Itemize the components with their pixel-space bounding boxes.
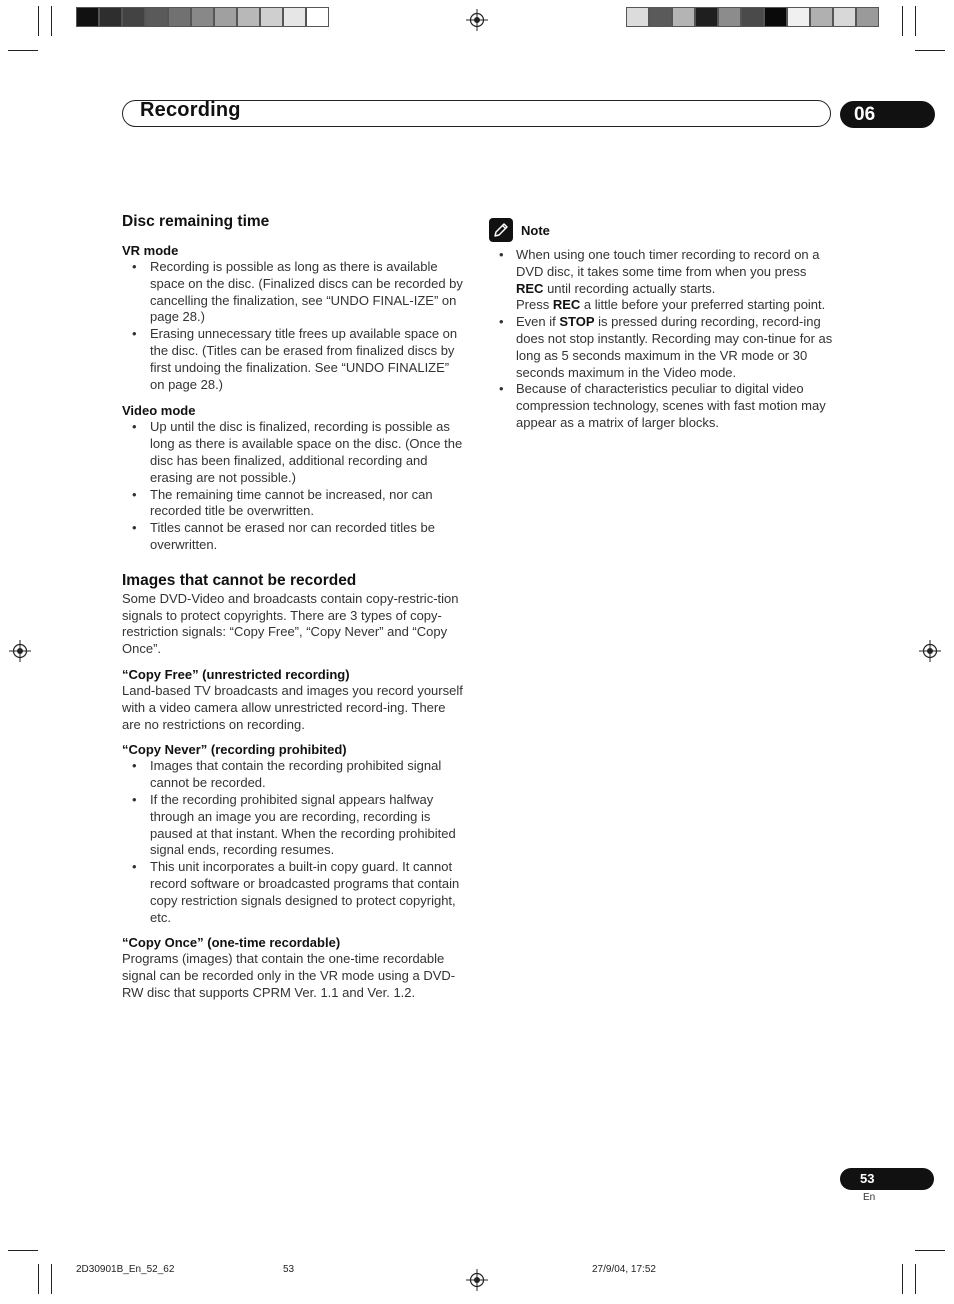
list-item: • If the recording prohibited signal appears halfway through an image you are recording, recording is paused at that instant. When the recording prohibited signal ends, recording resumes. [122,792,467,859]
color-swatch [672,7,695,27]
color-swatch [787,7,810,27]
color-swatch [833,7,856,27]
subsection-title-copy-free: “Copy Free” (unrestricted recording) [122,666,350,682]
color-swatch [214,7,237,27]
color-swatch [99,7,122,27]
color-swatch [76,7,99,27]
registration-mark-icon [466,9,488,31]
color-swatch [168,7,191,27]
page-title: Recording [140,99,241,121]
rec-button-label: REC [516,280,544,296]
list-item: • Recording is possible as long as there is available space on the disc. (Finalized discs can be recorded by cancelling the finalization, see “UNDO FINAL-IZE” on page 28.) [122,259,467,326]
note-label: Note [521,222,550,238]
list-item: • Images that contain the recording prohibited signal cannot be recorded. [122,758,467,792]
stop-button-label: STOP [559,314,595,330]
color-swatch [283,7,306,27]
color-swatch [856,7,879,27]
note-header [489,218,834,242]
color-swatch [191,7,214,27]
list-item: • This unit incorporates a built-in copy guard. It cannot record software or broadcasted programs that contain copy restriction signals designed to protect copyright, etc. [122,859,467,926]
section-title-disc-remaining-time: Disc remaining time [122,213,270,230]
color-swatch [626,7,649,27]
language-label: En [863,1192,876,1203]
color-swatch [122,7,145,27]
copy-once-paragraph: Programs (images) that contain the one-time recordable signal can be recorded only in the VR mode using a DVD-RW disc that supports CPRM Ver. 1.1 and Ver. 1.2. [122,951,456,1000]
list-item: • When using one touch timer recording to record on a DVD disc, it takes some time from when you press REC until recording actually starts. Press REC a little before your preferred starting point. [489,247,834,314]
color-swatch [695,7,718,27]
color-swatch [145,7,168,27]
registration-mark-icon [466,1269,488,1291]
print-date: 27/9/04, 17:52 [592,1264,656,1275]
color-swatch [718,7,741,27]
list-item: • Titles cannot be erased nor can recorded titles be overwritten. [122,520,467,554]
copy-never-list [122,758,467,926]
list-item: • Because of characteristics peculiar to digital video compression technology, scenes with fast motion may appear as a matrix of larger blocks. [489,381,834,431]
note-box [489,218,834,432]
color-swatch [810,7,833,27]
vr-mode-list [122,259,467,393]
images-intro-paragraph: Some DVD-Video and broadcasts contain copy-restric-tion signals to protect copyrights. There are 3 types of copy-restriction signals: “Copy Free”, “Copy Never” and “Copy Once”. [122,590,459,657]
color-swatch [764,7,787,27]
chapter-badge: 06 [840,101,935,128]
print-page-number: 53 [283,1264,295,1275]
registration-mark-icon [919,640,941,662]
list-item: • The remaining time cannot be increased, nor can recorded title be overwritten. [122,487,467,521]
video-mode-list [122,419,467,553]
list-item: • Erasing unnecessary title frees up available space on the disc. (Titles can be erased from finalized discs by first undoing the finalization. See “UNDO FINALIZE” on page 28.) [122,326,467,393]
page-number-badge: 53 [840,1168,934,1190]
pencil-icon [489,218,513,242]
left-column [122,212,467,1002]
subsection-title-video-mode: Video mode [122,403,196,419]
color-swatch [237,7,260,27]
rec-button-label: REC [552,297,581,313]
note-list [489,247,834,432]
section-title-images-not-recordable: Images that cannot be recorded [122,571,357,589]
file-code: 2D30901B_En_52_62 [76,1264,175,1275]
list-item: • Even if STOP is pressed during recording, record-ing does not stop instantly. Recording may con-tinue for as long as 5 seconds maximum in the VR mode or 30 seconds maximum in the Video mode. [489,314,834,381]
list-item: • Up until the disc is finalized, recording is possible as long as there is available space on the disc. (Once the disc has been finalized, additional recording and erasing are not possible.) [122,419,467,486]
subsection-title-copy-once: “Copy Once” (one-time recordable) [122,935,341,951]
subsection-title-copy-never: “Copy Never” (recording prohibited) [122,742,347,758]
registration-mark-icon [9,640,31,662]
color-swatch [741,7,764,27]
copy-free-paragraph: Land-based TV broadcasts and images you record yourself with a video camera allow unrestricted record-ing. There are no restrictions on recording. [122,682,463,732]
color-swatch [306,7,329,27]
color-swatch [649,7,672,27]
color-swatch [260,7,283,27]
subsection-title-vr-mode: VR mode [122,243,179,258]
